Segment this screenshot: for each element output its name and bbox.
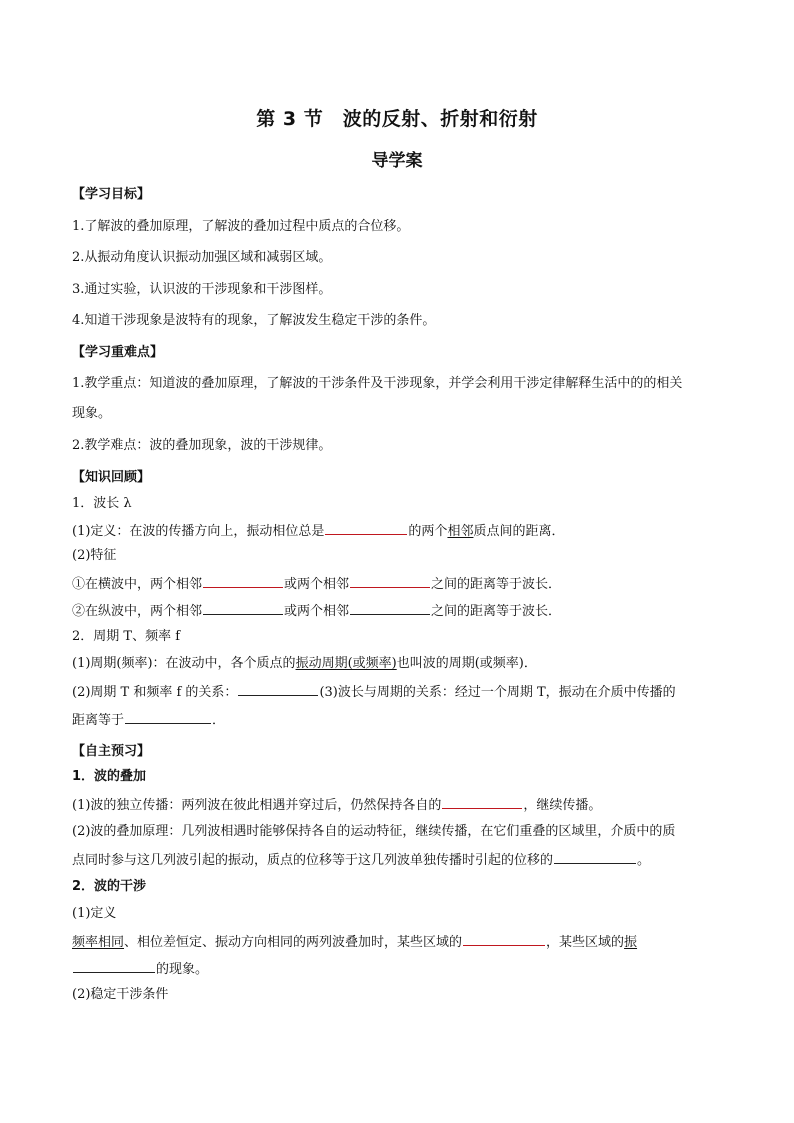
period-line-2 xyxy=(72,682,732,702)
answer-blank[interactable] xyxy=(442,795,522,809)
superposition-line-2: (2)波的叠加原理：几列波相遇时能够保持各自的运动特征，继续传播，在它们重叠的区域里，介质中的质 xyxy=(72,824,676,839)
def-text-d: 质点间的距离． xyxy=(473,524,565,539)
goal-2: 2.从振动角度认识振动加强区域和减弱区域。 xyxy=(72,250,332,265)
feat1-text-c: 之间的距离等于波长． xyxy=(431,577,562,592)
def-text-a: (1)定义：在波的传播方向上，振动相位总是 xyxy=(72,524,325,539)
def-text-underlined: 相邻 xyxy=(447,524,474,539)
interf-text-underlined: 频率相同 xyxy=(72,935,125,950)
key-point-1-cont: 现象。 xyxy=(72,406,112,421)
feature-longitudinal xyxy=(72,601,732,621)
sp2-text-b: 点同时参与这几列波引起的振动，质点的位移等于这几列波单独传播时引起的位移的 xyxy=(72,853,554,868)
interference-title: 2．波的干涉 xyxy=(72,879,147,894)
key-heading: 【学习重难点】 xyxy=(72,345,164,360)
interf-text-underlined-2: 振 xyxy=(624,935,638,950)
feature-title: (2)特征 xyxy=(72,548,117,563)
feat2-text-c: 之间的距离等于波长． xyxy=(431,604,562,619)
page-subtitle: 导学案 xyxy=(371,151,423,171)
sp1-text-a: (1)波的独立传播：两列波在彼此相遇并穿过后，仍然保持各自的 xyxy=(72,798,442,813)
sp1-text-b: ，继续传播。 xyxy=(523,798,602,813)
interference-def-title: (1)定义 xyxy=(72,906,117,921)
superposition-line-1 xyxy=(72,795,732,815)
interf-text-b: 、相位差恒定、振动方向相同的两列波叠加时，某些区域的 xyxy=(124,935,463,950)
goal-1: 1.了解波的叠加原理，了解波的叠加过程中质点的合位移。 xyxy=(72,219,410,234)
wavelength-title: 1．波长 λ xyxy=(72,496,132,511)
answer-blank[interactable] xyxy=(73,959,155,973)
interf2-text-b: 的现象。 xyxy=(156,962,209,977)
feat2-text-a: ②在纵波中，两个相邻 xyxy=(72,604,203,619)
period-line-1 xyxy=(72,655,732,673)
period3-text-b: ． xyxy=(212,713,226,728)
answer-blank[interactable] xyxy=(325,521,407,535)
period-text-a: (1)周期(频率)：在波动中，各个质点的 xyxy=(72,656,296,671)
definition-line xyxy=(72,521,732,541)
answer-blank[interactable] xyxy=(238,682,318,696)
superposition-title: 1．波的叠加 xyxy=(72,769,147,784)
interf-text-c: ，某些区域的 xyxy=(546,935,625,950)
preview-heading: 【自主预习】 xyxy=(72,744,151,759)
period2-text-a: (2)周期 T 和频率 f 的关系： xyxy=(72,685,238,700)
goals-heading: 【学习目标】 xyxy=(72,187,151,202)
feat2-text-b: 或两个相邻 xyxy=(284,604,350,619)
period-title: 2．周期 T、频率 f xyxy=(72,629,181,644)
key-point-1: 1.教学重点：知道波的叠加原理，了解波的干涉条件及干涉现象，并学会利用干涉定律解释生活中的的相关 xyxy=(72,376,683,391)
interference-line-2 xyxy=(72,959,732,979)
page-title: 第 3 节 波的反射、折射和衍射 xyxy=(256,108,538,130)
goal-4: 4.知道干涉现象是波特有的现象，了解波发生稳定干涉的条件。 xyxy=(72,313,436,328)
answer-blank[interactable] xyxy=(554,850,636,864)
interference-line-1 xyxy=(72,932,732,952)
period-line-3 xyxy=(72,710,732,730)
period-text-c: 也叫波的周期(或频率)． xyxy=(396,656,537,671)
superposition-line-3 xyxy=(72,850,732,870)
def-text-b: 的两个 xyxy=(408,524,448,539)
feat1-text-a: ①在横波中，两个相邻 xyxy=(72,577,203,592)
answer-blank[interactable] xyxy=(203,601,283,615)
answer-blank[interactable] xyxy=(125,710,211,724)
review-heading: 【知识回顾】 xyxy=(72,470,151,485)
period2-text-b: (3)波长与周期的关系：经过一个周期 T，振动在介质中传播的 xyxy=(319,685,676,700)
answer-blank[interactable] xyxy=(203,574,283,588)
answer-blank[interactable] xyxy=(463,932,545,946)
key-point-2: 2.教学难点：波的叠加现象，波的干涉规律。 xyxy=(72,438,332,453)
feature-transverse xyxy=(72,574,732,594)
answer-blank[interactable] xyxy=(350,601,430,615)
interference-condition-title: (2)稳定干涉条件 xyxy=(72,987,169,1002)
goal-3: 3.通过实验，认识波的干涉现象和干涉图样。 xyxy=(72,282,332,297)
answer-blank[interactable] xyxy=(350,574,430,588)
sp2-text-c: 。 xyxy=(637,853,651,868)
feat1-text-b: 或两个相邻 xyxy=(284,577,350,592)
period3-text-a: 距离等于 xyxy=(72,713,125,728)
period-text-underlined: 振动周期(或频率) xyxy=(295,656,397,671)
